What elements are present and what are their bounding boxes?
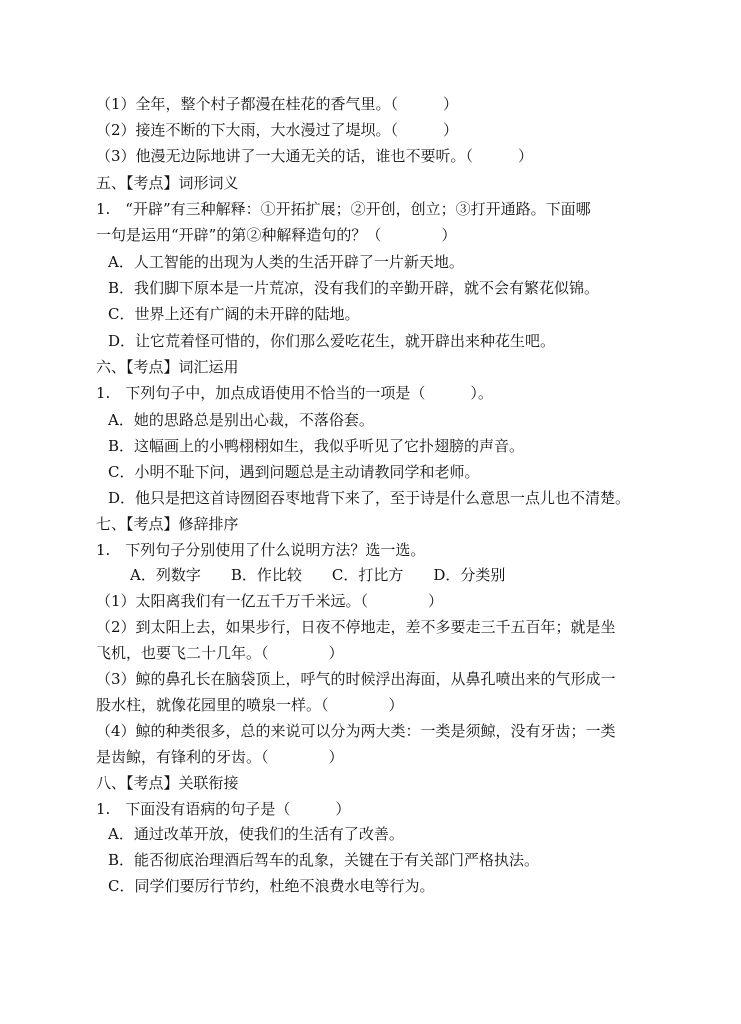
section-8-option-a: A．通过改革开放，使我们的生活有了改善。 [108, 825, 404, 843]
section-8-heading: 八、【考点】关联衔接 [96, 774, 239, 792]
q4-item-3: （3）他漫无边际地讲了一大通无关的话，谁也不要听。（ ） [96, 147, 534, 165]
section-7-item-4-line-1: （4）鲸的种类很多，总的来说可以分为两大类：一类是须鲸，没有牙齿；一类 [96, 722, 616, 740]
section-5-heading: 五、【考点】词形词义 [96, 174, 239, 192]
section-7-item-3-line-1: （3）鲸的鼻孔长在脑袋顶上，呼气的时候浮出海面，从鼻孔喷出来的气形成一 [96, 670, 616, 688]
section-6-option-a: A．她的思路总是别出心裁，不落俗套。 [108, 411, 374, 429]
section-7-choices [130, 563, 505, 587]
q4-item-1: （1）全年，整个村子都漫在桂花的香气里。（ ） [96, 95, 459, 113]
section-5-option-a: A．人工智能的出现为人类的生活开辟了一片新天地。 [108, 253, 464, 271]
choice-d: D．分类别 [433, 566, 506, 584]
section-5-question-line-2: 一句是运用“开辟”的第②种解释造句的？（ ） [96, 226, 457, 244]
section-7-item-4-line-2: 是齿鲸，有锋利的牙齿。（ ） [96, 748, 344, 766]
section-7-item-2-line-2: 飞机，也要飞二十几年。（ ） [96, 644, 344, 662]
section-6-option-c: C．小明不耻下问，遇到问题总是主动请教同学和老师。 [108, 463, 480, 481]
section-5-option-b: B．我们脚下原本是一片荒凉，没有我们的辛勤开辟，就不会有繁花似锦。 [108, 279, 600, 297]
section-8-question-line-1: 1. 下面没有语病的句子是（ ） [96, 800, 351, 818]
q4-item-2: （2）接连不断的下大雨，大水漫过了堤坝。（ ） [96, 121, 459, 139]
section-8-option-c: C．同学们要厉行节约，杜绝不浪费水电等行为。 [108, 877, 435, 895]
section-7-item-2-line-1: （2）到太阳上去，如果步行，日夜不停地走，差不多要走三千五百年；就是坐 [96, 618, 616, 636]
section-6-heading: 六、【考点】词汇运用 [96, 358, 239, 376]
section-8-option-b: B．能否彻底治理酒后驾车的乱象，关键在于有关部门严格执法。 [108, 851, 540, 869]
section-5-question-line-1: 1. “开辟”有三种解释：①开拓扩展；②开创，创立；③打开通路。下面哪 [96, 200, 591, 218]
section-6-question-line-1: 1. 下列句子中，加点成语使用不恰当的一项是（ ）。 [96, 384, 493, 402]
section-5-option-c: C．世界上还有广阔的未开辟的陆地。 [108, 305, 360, 323]
choice-c: C．打比方 [331, 566, 404, 584]
section-7-item-3-line-2: 股水柱，就像花园里的喷泉一样。（ ） [96, 696, 404, 714]
section-6-option-b: B．这幅画上的小鸭栩栩如生，我似乎听见了它扑翅膀的声音。 [108, 437, 525, 455]
choice-a: A．列数字 [130, 566, 201, 584]
section-6-option-d: D．他只是把这首诗囫囵吞枣地背下来了，至于诗是什么意思一点儿也不清楚。 [108, 489, 631, 507]
section-7-heading: 七、【考点】修辞排序 [96, 515, 239, 533]
choice-b: B．作比较 [230, 566, 302, 584]
section-5-option-d: D．让它荒着怪可惜的，你们那么爱吃花生，就开辟出来种花生吧。 [108, 332, 556, 350]
section-7-question-line-1: 1. 下列句子分别使用了什么说明方法？选一选。 [96, 541, 426, 559]
section-7-item-1: （1）太阳离我们有一亿五千万千米远。（ ） [96, 592, 444, 610]
